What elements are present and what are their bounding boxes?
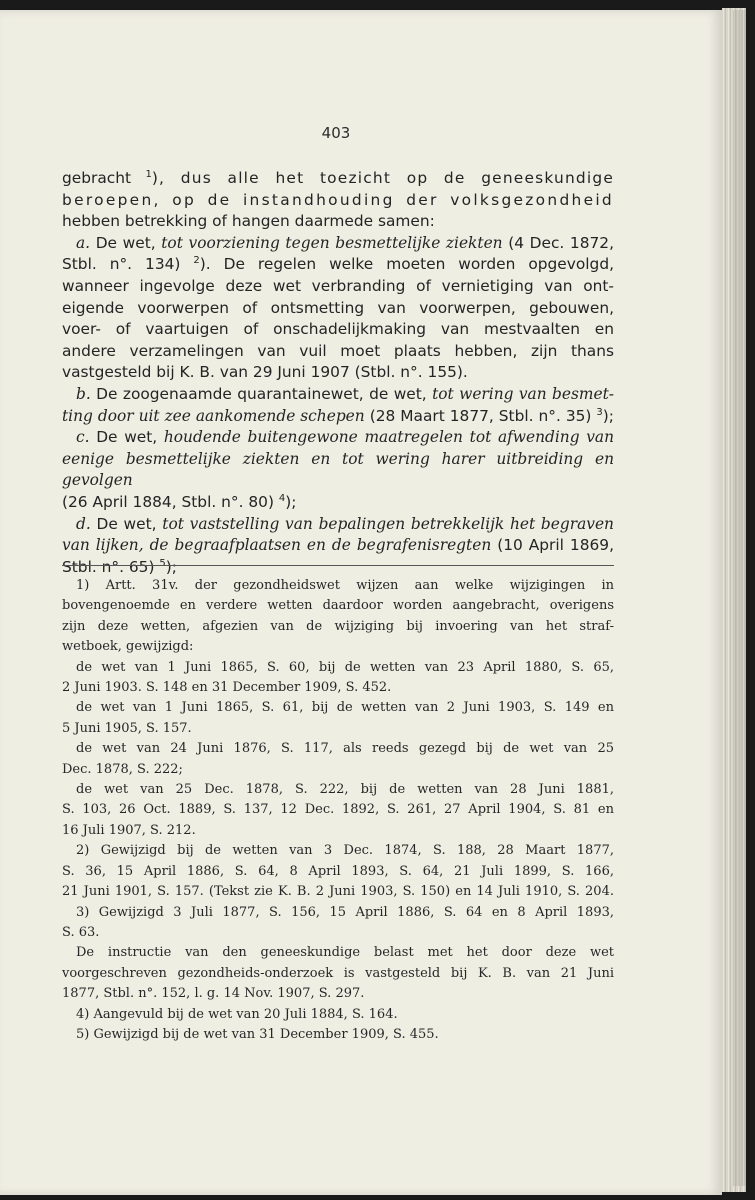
- footnote-line: de wet van 25 Dec. 1878, S. 222, bij de wetten van 28 Juni 1881,: [76, 782, 614, 798]
- footnote-line: wetboek, gewijzigd:: [62, 639, 194, 655]
- text-line: wanneer ingevolge deze wet verbranding of vernietiging van ont-: [62, 276, 614, 295]
- footnote-line: de wet van 1 Juni 1865, S. 61, bij de wetten van 2 Juni 1903, S. 149 en: [76, 700, 614, 716]
- footnote-line: S. 63.: [62, 924, 100, 940]
- list-item-a: a. De wet, tot voorziening tegen besmettelijke ziekten (4 Dec. 1872,: [76, 233, 614, 252]
- footnote-line: voorgeschreven gezondheids-onderzoek is vastgesteld bij K. B. van 21 Juni: [62, 965, 614, 981]
- footnote-line: zijn deze wetten, afgezien van de wijziging bij invoering van het straf-: [62, 618, 614, 634]
- footnote-line: Dec. 1878, S. 222;: [62, 761, 183, 777]
- footnote-line: de wet van 24 Juni 1876, S. 117, als reeds gezegd bij de wet van 25: [76, 741, 614, 757]
- footnote-line: S. 103, 26 Oct. 1889, S. 137, 12 Dec. 1892, S. 261, 27 April 1904, S. 81 en: [62, 802, 614, 818]
- footnote-line: 1877, Stbl. n°. 152, l. g. 14 Nov. 1907, S. 297.: [62, 986, 365, 1002]
- text-line: hebben betrekking of hangen daarmede samen:: [62, 212, 435, 231]
- text-line: (26 April 1884, Stbl. n°. 80) $^4$);: [62, 492, 297, 511]
- footnote-line: 21 Juni 1901, S. 157. (Tekst zie K. B. 2 Juni 1903, S. 150) en 14 Juli 1910, S. 204.: [62, 884, 614, 900]
- text-line: vastgesteld bij K. B. van 29 Juni 1907 (Stbl. n°. 155).: [62, 363, 468, 382]
- text-line: ting door uit zee aankomende schepen (28 Maart 1877, Stbl. n°. 35) $^3$);: [62, 406, 614, 425]
- text-line: beroepen, op de instandhouding der volksgezondheid: [62, 190, 614, 209]
- text-line: eigende voorwerpen of ontsmetting van voorwerpen, gebouwen,: [62, 298, 614, 317]
- text-line: Stbl. n°. 134) $^2$). De regelen welke moeten worden opgevolgd,: [62, 255, 614, 274]
- main-text: [62, 168, 614, 578]
- text-line: gebracht $^1$), dus alle het toezicht op de geneeskundige: [62, 169, 614, 187]
- text-line: eenige besmettelijke ziekten en tot wering harer uitbreiding en gevolgen: [62, 449, 614, 490]
- footnote-line: 5) Gewijzigd bij de wet van 31 December 1909, S. 455.: [76, 1026, 439, 1042]
- footnote-line: bovengenoemde en verdere wetten daardoor worden aangebracht, overigens: [62, 598, 614, 614]
- footnote-line: De instructie van den geneeskundige belast met het door deze wet: [76, 945, 614, 961]
- list-item-b: b. De zoogenaamde quarantainewet, de wet, tot wering van besmet-: [76, 384, 614, 403]
- list-item-c: c. De wet, houdende buitengewone maatregelen tot afwending van: [76, 428, 614, 447]
- page-number: 403: [321, 124, 351, 142]
- footnote-divider: [62, 565, 614, 566]
- list-item-d: d. De wet, tot vaststelling van bepalingen betrekkelijk het begraven: [76, 514, 614, 533]
- footnote-line: 5 Juni 1905, S. 157.: [62, 720, 192, 736]
- footnotes: [62, 576, 614, 1045]
- footnote-line: 16 Juli 1907, S. 212.: [62, 822, 196, 838]
- footnote-line: de wet van 1 Juni 1865, S. 60, bij de wetten van 23 April 1880, S. 65,: [76, 659, 614, 675]
- footnote-line: 4) Aangevuld bij de wet van 20 Juli 1884, S. 164.: [76, 1006, 398, 1022]
- text-line: Stbl. n°. 65) $^5$);: [62, 557, 177, 576]
- footnote-line: 2) Gewijzigd bij de wetten van 3 Dec. 1874, S. 188, 28 Maart 1877,: [76, 843, 614, 859]
- text-line: andere verzamelingen van vuil moet plaats hebben, zijn thans: [62, 341, 614, 360]
- footnote-line: S. 36, 15 April 1886, S. 64, 8 April 1893, S. 64, 21 Juli 1899, S. 166,: [62, 863, 614, 879]
- footnote-line: 3) Gewijzigd 3 Juli 1877, S. 156, 15 April 1886, S. 64 en 8 April 1893,: [76, 904, 614, 920]
- page-edge-shadow: [733, 10, 746, 1186]
- footnote-line: 2 Juni 1903. S. 148 en 31 December 1909, S. 452.: [62, 680, 392, 696]
- text-line: van lijken, de begraafplaatsen en de begrafenisregten (10 April 1869,: [62, 536, 614, 555]
- footnote-line: 1) Artt. 31v. der gezondheidswet wijzen aan welke wijzigingen in: [76, 578, 614, 593]
- text-line: voer- of vaartuigen of onschadelijkmaking van mestvaalten en: [62, 320, 614, 339]
